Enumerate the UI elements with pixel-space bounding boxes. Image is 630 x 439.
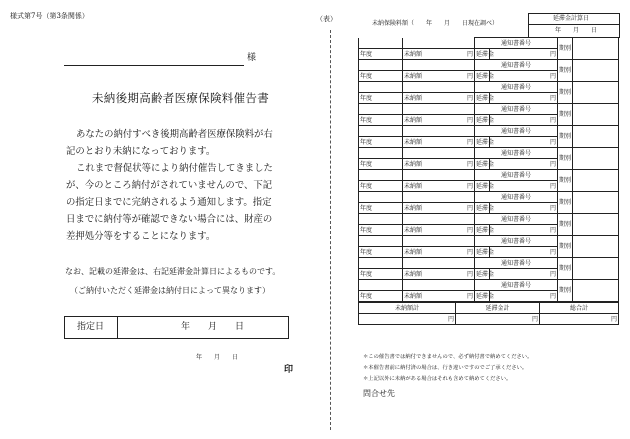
period-value bbox=[573, 148, 619, 170]
period-label: 期別 bbox=[558, 126, 573, 148]
form-number: 様式第7号（第3条関係） bbox=[10, 12, 89, 20]
period-value bbox=[573, 170, 619, 192]
fold-line bbox=[330, 30, 331, 430]
addressee-line bbox=[64, 64, 244, 66]
records-table-wrap bbox=[358, 37, 618, 325]
late-fee-label: 延滞金 bbox=[476, 204, 495, 212]
period-value bbox=[573, 60, 619, 82]
notice-number-label: 通知書番号 bbox=[475, 126, 558, 137]
blank-cell bbox=[359, 170, 403, 181]
fiscal-year-cell: 年度 bbox=[359, 115, 403, 126]
designated-date: 年 月 日 bbox=[181, 322, 245, 332]
late-fee-yen: 円 bbox=[490, 203, 558, 214]
period-label: 期別 bbox=[558, 148, 573, 170]
notes-list bbox=[363, 352, 532, 385]
record-row-top bbox=[359, 280, 619, 291]
record-row-top bbox=[359, 82, 619, 93]
note-item: ＊上記以外に未納がある場合はそれも含めて納めてください。 bbox=[363, 376, 512, 382]
note-item: ＊本催告書前に納付済の場合は、行き違いですのでご了承ください。 bbox=[363, 365, 528, 371]
period-label: 期別 bbox=[558, 104, 573, 126]
late-fee-yen: 円 bbox=[490, 71, 558, 82]
period-value bbox=[573, 280, 619, 302]
late-fee-yen: 円 bbox=[490, 291, 558, 302]
blank-cell bbox=[403, 280, 475, 291]
record-row-top bbox=[359, 170, 619, 181]
late-fee-label: 延滞金 bbox=[476, 248, 495, 256]
late-fee-label: 延滞金 bbox=[476, 116, 495, 124]
late-fee-label: 延滞金 bbox=[476, 226, 495, 234]
late-fee-yen: 円 bbox=[490, 269, 558, 280]
late-fee-yen: 円 bbox=[490, 137, 558, 148]
period-value bbox=[573, 104, 619, 126]
fiscal-year-cell: 年度 bbox=[359, 159, 403, 170]
note-item: ＊この催告書では納付できませんので、必ず納付書で納めてください。 bbox=[363, 354, 533, 360]
record-row-top bbox=[359, 38, 619, 49]
record-row-top bbox=[359, 60, 619, 71]
unpaid-amount-cell: 未納額 円 bbox=[404, 72, 473, 80]
late-fee-yen: 円 bbox=[490, 181, 558, 192]
paragraph-2: これまで督促状等により納付催告してきましたが、今のところ納付がされていませんので、下記の指定日までに完納されるよう通知します。指定日までに納付等が確認できない場合には、財産の差押処分等をすることになります。 bbox=[66, 163, 273, 242]
fiscal-year-cell: 年度 bbox=[359, 71, 403, 82]
record-row-top bbox=[359, 236, 619, 247]
designated-label: 指定日 bbox=[77, 322, 105, 332]
blank-cell bbox=[403, 82, 475, 93]
period-label: 期別 bbox=[558, 192, 573, 214]
unpaid-amount-cell: 未納額 円 bbox=[404, 226, 473, 234]
unpaid-amount-cell: 未納額 円 bbox=[404, 182, 473, 190]
blank-cell bbox=[403, 214, 475, 225]
late-fee-yen: 円 bbox=[490, 93, 558, 104]
unpaid-amount-cell: 未納額 円 bbox=[404, 270, 473, 278]
late-fee-yen: 円 bbox=[490, 115, 558, 126]
fiscal-year-cell: 年度 bbox=[359, 137, 403, 148]
fiscal-year-cell: 年度 bbox=[359, 181, 403, 192]
unpaid-amount-cell: 未納額 円 bbox=[404, 116, 473, 124]
late-fee-label: 延滞金 bbox=[476, 138, 495, 146]
record-row-top bbox=[359, 126, 619, 137]
late-fee-label: 延滞金 bbox=[476, 94, 495, 102]
period-value bbox=[573, 214, 619, 236]
designated-date-box bbox=[64, 316, 289, 339]
notice-number-label: 通知書番号 bbox=[475, 214, 558, 225]
document-title: 未納後期高齢者医療保険料催告書 bbox=[92, 91, 269, 105]
unpaid-amount-cell: 未納額 円 bbox=[404, 204, 473, 212]
late-fee-yen: 円 bbox=[490, 159, 558, 170]
record-row-top bbox=[359, 214, 619, 225]
late-fee-yen: 円 bbox=[490, 49, 558, 60]
notice-number-label: 通知書番号 bbox=[475, 258, 558, 269]
fiscal-year-cell: 年度 bbox=[359, 269, 403, 280]
notice-number-label: 通知書番号 bbox=[475, 104, 558, 115]
blank-cell bbox=[403, 170, 475, 181]
unpaid-total-label: 未納額計 bbox=[359, 303, 456, 314]
note-1: なお、記載の延滞金は、右記延滞金計算日によるものです。 bbox=[65, 267, 281, 276]
late-fee-label: 延滞金 bbox=[476, 270, 495, 278]
blank-cell bbox=[359, 258, 403, 269]
late-fee-yen: 円 bbox=[490, 247, 558, 258]
blank-cell bbox=[359, 60, 403, 71]
grand-total-label: 総合計 bbox=[540, 303, 619, 314]
record-row-top bbox=[359, 104, 619, 115]
fiscal-year-cell: 年度 bbox=[359, 49, 403, 60]
period-label: 期別 bbox=[558, 82, 573, 104]
unpaid-total-yen: 円 bbox=[359, 314, 456, 325]
unpaid-header: 未納保険料額（ 年 月 日現在調べ） bbox=[372, 20, 499, 27]
late-fee-label: 延滞金 bbox=[476, 182, 495, 190]
designated-divider bbox=[117, 317, 118, 338]
period-value bbox=[573, 236, 619, 258]
blank-cell bbox=[403, 104, 475, 115]
blank-cell bbox=[403, 192, 475, 203]
record-row-top bbox=[359, 148, 619, 159]
records-table bbox=[358, 37, 619, 302]
fiscal-year-cell: 年度 bbox=[359, 247, 403, 258]
issue-date: 年 月 日 bbox=[196, 354, 239, 361]
period-label: 期別 bbox=[558, 258, 573, 280]
fiscal-year-cell: 年度 bbox=[359, 291, 403, 302]
period-value bbox=[573, 126, 619, 148]
unpaid-amount-cell: 未納額 円 bbox=[404, 50, 473, 58]
late-total-label: 延滞金計 bbox=[456, 303, 540, 314]
calc-date-label: 延滞金計算日 bbox=[553, 15, 590, 22]
blank-cell bbox=[359, 192, 403, 203]
notice-number-label: 通知書番号 bbox=[475, 148, 558, 159]
front-side-mark: （表） bbox=[316, 15, 337, 23]
notice-number-label: 通知書番号 bbox=[475, 236, 558, 247]
blank-cell bbox=[403, 258, 475, 269]
seal-mark: 印 bbox=[284, 365, 294, 375]
calc-date-value: 年 月 日 bbox=[555, 27, 598, 34]
unpaid-amount-cell: 未納額 円 bbox=[404, 292, 473, 300]
period-value bbox=[573, 82, 619, 104]
late-fee-yen: 円 bbox=[490, 225, 558, 236]
notice-number-label: 通知書番号 bbox=[475, 280, 558, 291]
paragraph-1: あなたの納付すべき後期高齢者医療保険料が右記のとおり未納になっております。 bbox=[66, 129, 273, 157]
blank-cell bbox=[359, 82, 403, 93]
unpaid-amount-cell: 未納額 円 bbox=[404, 138, 473, 146]
late-fee-label: 延滞金 bbox=[476, 50, 495, 58]
notice-number-label: 通知書番号 bbox=[475, 192, 558, 203]
addressee-suffix: 様 bbox=[247, 53, 257, 63]
blank-cell bbox=[403, 236, 475, 247]
unpaid-amount-cell: 未納額 円 bbox=[404, 248, 473, 256]
blank-cell bbox=[403, 148, 475, 159]
fiscal-year-cell: 年度 bbox=[359, 225, 403, 236]
notice-number-label: 通知書番号 bbox=[475, 38, 558, 49]
blank-cell bbox=[359, 148, 403, 159]
blank-cell bbox=[359, 236, 403, 247]
late-fee-label: 延滞金 bbox=[476, 160, 495, 168]
record-row-top bbox=[359, 192, 619, 203]
fiscal-year-cell: 年度 bbox=[359, 93, 403, 104]
period-label: 期別 bbox=[558, 214, 573, 236]
notice-number-label: 通知書番号 bbox=[475, 170, 558, 181]
period-label: 期別 bbox=[558, 280, 573, 302]
contact-label: 問合せ先 bbox=[363, 389, 395, 398]
record-row-top bbox=[359, 258, 619, 269]
period-label: 期別 bbox=[558, 236, 573, 258]
period-value bbox=[573, 258, 619, 280]
period-label: 期別 bbox=[558, 60, 573, 82]
totals-table bbox=[358, 302, 619, 325]
notice-number-label: 通知書番号 bbox=[475, 60, 558, 71]
blank-cell bbox=[403, 38, 475, 49]
blank-cell bbox=[403, 126, 475, 137]
blank-cell bbox=[359, 214, 403, 225]
blank-cell bbox=[359, 104, 403, 115]
fiscal-year-cell: 年度 bbox=[359, 203, 403, 214]
calc-date-box bbox=[528, 13, 620, 38]
late-fee-label: 延滞金 bbox=[476, 292, 495, 300]
blank-cell bbox=[403, 60, 475, 71]
period-label: 期別 bbox=[558, 38, 573, 60]
late-total-yen: 円 bbox=[456, 314, 540, 325]
note-2: （ご納付いただく延滞金は納付日によって異なります） bbox=[70, 286, 270, 295]
blank-cell bbox=[359, 126, 403, 137]
blank-cell bbox=[359, 38, 403, 49]
notice-number-label: 通知書番号 bbox=[475, 82, 558, 93]
period-label: 期別 bbox=[558, 170, 573, 192]
late-fee-label: 延滞金 bbox=[476, 72, 495, 80]
unpaid-amount-cell: 未納額 円 bbox=[404, 94, 473, 102]
grand-total-yen: 円 bbox=[540, 314, 619, 325]
blank-cell bbox=[359, 280, 403, 291]
period-value bbox=[573, 192, 619, 214]
unpaid-amount-cell: 未納額 円 bbox=[404, 160, 473, 168]
period-value bbox=[573, 38, 619, 60]
